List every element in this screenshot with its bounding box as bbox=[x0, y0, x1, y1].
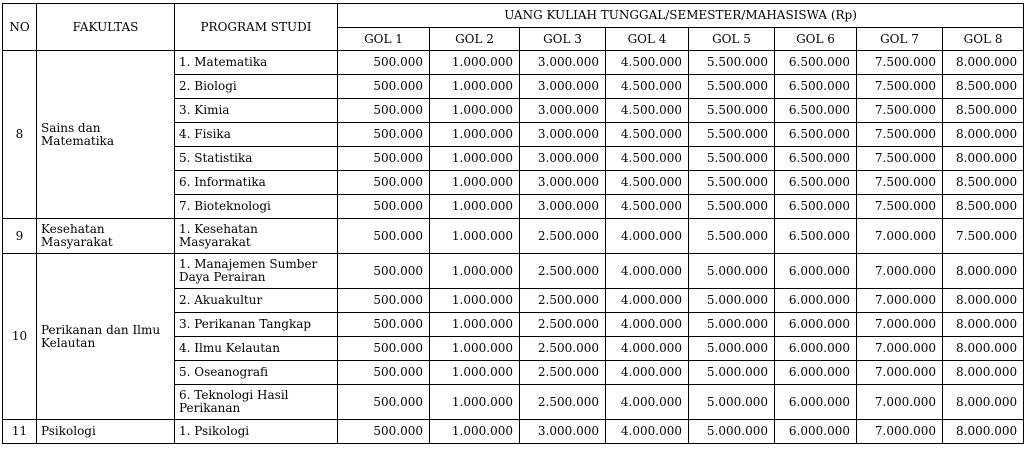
fee-gol-1: 500.000 bbox=[338, 361, 430, 385]
table-body bbox=[3, 51, 1024, 444]
faculty-name: Kesehatan Masyarakat bbox=[37, 219, 175, 254]
fee-gol-4: 4.500.000 bbox=[606, 171, 689, 195]
fee-gol-8: 8.500.000 bbox=[943, 195, 1024, 219]
fee-gol-3: 3.000.000 bbox=[520, 420, 606, 444]
fee-gol-6: 6.000.000 bbox=[775, 313, 857, 337]
fee-gol-3: 3.000.000 bbox=[520, 99, 606, 123]
fee-gol-4: 4.500.000 bbox=[606, 99, 689, 123]
fee-gol-2: 1.000.000 bbox=[430, 337, 520, 361]
fee-gol-2: 1.000.000 bbox=[430, 420, 520, 444]
fee-gol-4: 4.500.000 bbox=[606, 147, 689, 171]
fee-gol-7: 7.000.000 bbox=[857, 361, 943, 385]
fee-gol-4: 4.000.000 bbox=[606, 337, 689, 361]
fee-gol-8: 7.500.000 bbox=[943, 219, 1024, 254]
header-gol-1: GOL 1 bbox=[338, 28, 430, 51]
fee-gol-5: 5.000.000 bbox=[689, 289, 775, 313]
fee-gol-5: 5.500.000 bbox=[689, 219, 775, 254]
fee-gol-3: 2.500.000 bbox=[520, 254, 606, 289]
table-row bbox=[3, 254, 1024, 289]
fee-gol-2: 1.000.000 bbox=[430, 385, 520, 420]
fee-gol-2: 1.000.000 bbox=[430, 313, 520, 337]
fee-gol-2: 1.000.000 bbox=[430, 254, 520, 289]
fee-gol-1: 500.000 bbox=[338, 195, 430, 219]
faculty-number: 9 bbox=[3, 219, 37, 254]
header-no: NO bbox=[3, 4, 37, 51]
fee-gol-4: 4.500.000 bbox=[606, 123, 689, 147]
program-name: 2. Akuakultur bbox=[175, 289, 338, 313]
header-fakultas: FAKULTAS bbox=[37, 4, 175, 51]
fee-gol-2: 1.000.000 bbox=[430, 195, 520, 219]
fee-gol-6: 6.000.000 bbox=[775, 337, 857, 361]
fee-gol-4: 4.000.000 bbox=[606, 420, 689, 444]
fee-gol-6: 6.500.000 bbox=[775, 147, 857, 171]
fee-gol-7: 7.500.000 bbox=[857, 51, 943, 75]
fee-gol-2: 1.000.000 bbox=[430, 75, 520, 99]
fee-gol-8: 8.000.000 bbox=[943, 361, 1024, 385]
fee-gol-3: 2.500.000 bbox=[520, 337, 606, 361]
fee-gol-5: 5.000.000 bbox=[689, 385, 775, 420]
faculty-number: 8 bbox=[3, 51, 37, 219]
fee-gol-5: 5.500.000 bbox=[689, 51, 775, 75]
header-gol-3: GOL 3 bbox=[520, 28, 606, 51]
fee-gol-3: 2.500.000 bbox=[520, 385, 606, 420]
fee-gol-3: 2.500.000 bbox=[520, 313, 606, 337]
fee-gol-5: 5.500.000 bbox=[689, 147, 775, 171]
fee-gol-3: 2.500.000 bbox=[520, 219, 606, 254]
table-header bbox=[3, 4, 1024, 51]
fee-gol-4: 4.000.000 bbox=[606, 219, 689, 254]
fee-gol-3: 3.000.000 bbox=[520, 147, 606, 171]
fee-gol-8: 8.000.000 bbox=[943, 337, 1024, 361]
fee-gol-4: 4.000.000 bbox=[606, 385, 689, 420]
program-name: 3. Kimia bbox=[175, 99, 338, 123]
fee-gol-4: 4.000.000 bbox=[606, 289, 689, 313]
fee-gol-2: 1.000.000 bbox=[430, 171, 520, 195]
fee-gol-3: 3.000.000 bbox=[520, 75, 606, 99]
fee-gol-4: 4.000.000 bbox=[606, 361, 689, 385]
fee-gol-4: 4.500.000 bbox=[606, 51, 689, 75]
fee-gol-2: 1.000.000 bbox=[430, 123, 520, 147]
fee-gol-8: 8.000.000 bbox=[943, 123, 1024, 147]
fee-gol-4: 4.500.000 bbox=[606, 75, 689, 99]
program-name: 6. Teknologi Hasil Perikanan bbox=[175, 385, 338, 420]
fee-gol-2: 1.000.000 bbox=[430, 51, 520, 75]
faculty-number: 11 bbox=[3, 420, 37, 444]
fee-gol-6: 6.500.000 bbox=[775, 171, 857, 195]
table-row bbox=[3, 51, 1024, 75]
fee-gol-6: 6.500.000 bbox=[775, 75, 857, 99]
fee-gol-6: 6.000.000 bbox=[775, 254, 857, 289]
fee-gol-1: 500.000 bbox=[338, 313, 430, 337]
fee-gol-5: 5.500.000 bbox=[689, 171, 775, 195]
fee-gol-4: 4.000.000 bbox=[606, 313, 689, 337]
fee-gol-7: 7.000.000 bbox=[857, 254, 943, 289]
header-row-main bbox=[3, 4, 1024, 28]
header-gol-4: GOL 4 bbox=[606, 28, 689, 51]
fee-gol-7: 7.500.000 bbox=[857, 123, 943, 147]
fee-gol-8: 8.000.000 bbox=[943, 51, 1024, 75]
fee-gol-5: 5.500.000 bbox=[689, 75, 775, 99]
fee-gol-1: 500.000 bbox=[338, 99, 430, 123]
faculty-number: 10 bbox=[3, 254, 37, 420]
fee-gol-6: 6.000.000 bbox=[775, 385, 857, 420]
fee-gol-3: 3.000.000 bbox=[520, 123, 606, 147]
header-gol-6: GOL 6 bbox=[775, 28, 857, 51]
program-name: 1. Manajemen Sumber Daya Perairan bbox=[175, 254, 338, 289]
fee-gol-1: 500.000 bbox=[338, 385, 430, 420]
program-name: 1. Matematika bbox=[175, 51, 338, 75]
fee-gol-7: 7.500.000 bbox=[857, 171, 943, 195]
fee-gol-8: 8.500.000 bbox=[943, 75, 1024, 99]
fee-gol-6: 6.500.000 bbox=[775, 99, 857, 123]
fee-gol-1: 500.000 bbox=[338, 219, 430, 254]
fee-gol-6: 6.500.000 bbox=[775, 123, 857, 147]
fee-gol-7: 7.000.000 bbox=[857, 313, 943, 337]
fee-gol-2: 1.000.000 bbox=[430, 147, 520, 171]
fee-table bbox=[2, 3, 1024, 444]
header-gol-7: GOL 7 bbox=[857, 28, 943, 51]
fee-gol-7: 7.500.000 bbox=[857, 75, 943, 99]
faculty-name: Perikanan dan Ilmu Kelautan bbox=[37, 254, 175, 420]
fee-gol-6: 6.000.000 bbox=[775, 289, 857, 313]
fee-gol-7: 7.000.000 bbox=[857, 219, 943, 254]
fee-gol-4: 4.000.000 bbox=[606, 254, 689, 289]
fee-gol-3: 2.500.000 bbox=[520, 289, 606, 313]
fee-gol-3: 3.000.000 bbox=[520, 51, 606, 75]
fee-gol-7: 7.000.000 bbox=[857, 420, 943, 444]
fee-gol-2: 1.000.000 bbox=[430, 289, 520, 313]
header-gol-2: GOL 2 bbox=[430, 28, 520, 51]
fee-gol-3: 3.000.000 bbox=[520, 171, 606, 195]
program-name: 2. Biologi bbox=[175, 75, 338, 99]
fee-gol-7: 7.000.000 bbox=[857, 337, 943, 361]
program-name: 5. Statistika bbox=[175, 147, 338, 171]
fee-gol-5: 5.000.000 bbox=[689, 420, 775, 444]
fee-gol-6: 6.500.000 bbox=[775, 195, 857, 219]
fee-gol-6: 6.000.000 bbox=[775, 420, 857, 444]
table-row bbox=[3, 420, 1024, 444]
program-name: 1. Kesehatan Masyarakat bbox=[175, 219, 338, 254]
fee-gol-1: 500.000 bbox=[338, 51, 430, 75]
fee-gol-8: 8.000.000 bbox=[943, 254, 1024, 289]
header-ukt: UANG KULIAH TUNGGAL/SEMESTER/MAHASISWA (Rp) bbox=[338, 4, 1024, 28]
fee-gol-3: 3.000.000 bbox=[520, 195, 606, 219]
fee-gol-8: 8.000.000 bbox=[943, 289, 1024, 313]
fee-gol-7: 7.500.000 bbox=[857, 195, 943, 219]
header-gol-8: GOL 8 bbox=[943, 28, 1024, 51]
faculty-name: Psikologi bbox=[37, 420, 175, 444]
program-name: 4. Fisika bbox=[175, 123, 338, 147]
fee-gol-5: 5.500.000 bbox=[689, 123, 775, 147]
program-name: 6. Informatika bbox=[175, 171, 338, 195]
fee-gol-8: 8.500.000 bbox=[943, 171, 1024, 195]
fee-gol-6: 6.500.000 bbox=[775, 219, 857, 254]
fee-gol-2: 1.000.000 bbox=[430, 219, 520, 254]
fee-gol-5: 5.500.000 bbox=[689, 195, 775, 219]
fee-gol-1: 500.000 bbox=[338, 337, 430, 361]
fee-gol-8: 8.500.000 bbox=[943, 99, 1024, 123]
program-name: 7. Bioteknologi bbox=[175, 195, 338, 219]
fee-gol-8: 8.000.000 bbox=[943, 313, 1024, 337]
fee-gol-1: 500.000 bbox=[338, 254, 430, 289]
fee-gol-7: 7.500.000 bbox=[857, 99, 943, 123]
header-program-studi: PROGRAM STUDI bbox=[175, 4, 338, 51]
fee-gol-1: 500.000 bbox=[338, 75, 430, 99]
fee-gol-1: 500.000 bbox=[338, 123, 430, 147]
faculty-name: Sains dan Matematika bbox=[37, 51, 175, 219]
program-name: 5. Oseanografi bbox=[175, 361, 338, 385]
fee-gol-1: 500.000 bbox=[338, 147, 430, 171]
fee-gol-4: 4.500.000 bbox=[606, 195, 689, 219]
fee-gol-8: 8.000.000 bbox=[943, 147, 1024, 171]
fee-gol-2: 1.000.000 bbox=[430, 99, 520, 123]
header-gol-5: GOL 5 bbox=[689, 28, 775, 51]
fee-gol-6: 6.000.000 bbox=[775, 361, 857, 385]
fee-gol-6: 6.500.000 bbox=[775, 51, 857, 75]
fee-gol-7: 7.500.000 bbox=[857, 147, 943, 171]
fee-gol-5: 5.000.000 bbox=[689, 313, 775, 337]
fee-gol-2: 1.000.000 bbox=[430, 361, 520, 385]
fee-gol-5: 5.500.000 bbox=[689, 99, 775, 123]
fee-gol-1: 500.000 bbox=[338, 289, 430, 313]
fee-gol-7: 7.000.000 bbox=[857, 289, 943, 313]
fee-gol-8: 8.000.000 bbox=[943, 420, 1024, 444]
fee-gol-5: 5.000.000 bbox=[689, 361, 775, 385]
fee-gol-1: 500.000 bbox=[338, 420, 430, 444]
fee-gol-5: 5.000.000 bbox=[689, 254, 775, 289]
fee-gol-1: 500.000 bbox=[338, 171, 430, 195]
program-name: 4. Ilmu Kelautan bbox=[175, 337, 338, 361]
program-name: 1. Psikologi bbox=[175, 420, 338, 444]
program-name: 3. Perikanan Tangkap bbox=[175, 313, 338, 337]
fee-gol-3: 2.500.000 bbox=[520, 361, 606, 385]
table-row bbox=[3, 219, 1024, 254]
fee-gol-8: 8.000.000 bbox=[943, 385, 1024, 420]
fee-gol-7: 7.000.000 bbox=[857, 385, 943, 420]
fee-gol-5: 5.000.000 bbox=[689, 337, 775, 361]
